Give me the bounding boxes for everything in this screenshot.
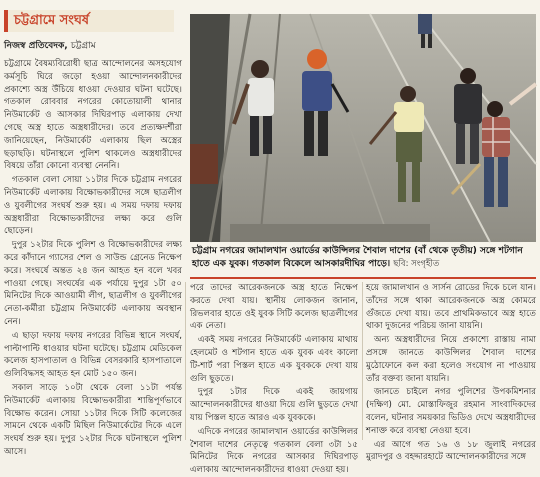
caption-main: চট্টগ্রাম নগরের জামালখান ওয়ার্ডের কাউন্সিলর শৈবাল দাশের (বাঁ থেকে তৃতীয়) সঙ্গে শটগান হাতে এক যুবক। গতকাল বিকেলে আসকারদীঘির পাড়ে। [192, 246, 523, 269]
kicker-text: চট্টগ্রামে সংঘর্ষ [14, 12, 90, 28]
paragraph: একই সময় নগরের নিউমার্কেট এলাকায় মাথায় হেলমেট ও শটগান হাতে এক যুবক এবং কালো টি-শার্ট পরা পিস্তল হাতে এক যুবককে দেখা যায় গুলি ছুড়তে। [190, 335, 358, 384]
street-scene-image [190, 14, 536, 242]
column-divider [185, 282, 186, 440]
paragraph: চট্টগ্রামে বৈষম্যবিরোধী ছাত্র আন্দোলনের অসহযোগ কর্মসূচি ঘিরে জড়ো হওয়া আন্দোলনকারীদের প্রকাশ্যে অস্ত্র উঁচিয়ে ধাওয়া দেওয়ার ঘটনা ঘটেছে। গতকাল রোববার নগরের কোতোয়ালী থানার নিউমার্কেট ও আসকার দিঘিরপাড় এলাকায় দেখা গেছে অস্ত্র হাতে অস্ত্রধারীদের। তবে প্রত্যক্ষদর্শীরা জানিয়েছেন, নিউমার্কেট এলাকায় ছিল অস্ত্রের ছড়াছড়ি। ঘটনাস্থলে পুলিশ থাকলেও অস্ত্রধারীদের বিষয়ে তাঁরা কোনো ব্যবস্থা নেননি। [4, 59, 182, 172]
article-column-left [4, 58, 182, 457]
paragraph: গতকাল বেলা সোয়া ১১টার দিকে চট্টগ্রাম নগরের নিউমার্কেট এলাকায় বিক্ষোভকারীদের সঙ্গে ছাত্রলীগ ও যুবলীগের সংঘর্ষ শুরু হয়। এ সময় দফায় দফায় অস্ত্রধারীরা বিক্ষোভকারীদের লক্ষ্য করে গুলি ছোড়েন। [4, 175, 182, 237]
paragraph: অন্য অস্ত্রধারীদের নিয়ে প্রকাশ্যে রাস্তায় নামা প্রসঙ্গে জানতে কাউন্সিলর শৈবাল দাশের মুঠোফোনে কল করা হলেও সংযোগ না পাওয়ায় তাঁর বক্তব্য জানা যায়নি। [366, 335, 536, 384]
byline-author: নিজস্ব প্রতিবেদক, [4, 41, 68, 51]
paragraph: হয়ে জামালখান ও সার্সন রোডের দিকে চলে যান। তাঁদের সঙ্গে থাকা আরেকজনকে অস্ত্র কোমরে গুঁজতে দেখা যায়। তবে প্রাথমিকভাবে অস্ত্র হাতে থাকা দুজনের পরিচয় জানা যায়নি। [366, 283, 536, 332]
paragraph: দুপুর ১টার দিকে একই জায়গায় আন্দোলনকারীদের ধাওয়া দিয়ে গুলি ছুড়তে দেখা যায় পিস্তল হাতে আরও এক যুবককে। [190, 387, 358, 423]
photo-caption [190, 243, 536, 279]
paragraph: এদিকে নগরের জামালখান ওয়ার্ডের কাউন্সিলর শৈবাল দাশের নেতৃত্বে গতকাল বেলা ৩টা ১৫ মিনিটের দিকে নগরের আসকার দিঘিরপাড় এলাকায় আন্দোলনকারীদের ধাওয়া দেওয়া হয়। [190, 426, 358, 476]
paragraph: এ ছাড়া দফায় দফায় নগরের বিভিন্ন স্থানে সংঘর্ষ, পাল্টাপাল্টি ধাওয়ার ঘটনা ঘটেছে। চট্টগ্রাম মেডিকেল কলেজ হাসপাতাল ও বিভিন্ন বেসরকারি হাসপাতালে গুলিবিদ্ধসহ আহত হন মোট ১৫০ জন। [4, 330, 182, 380]
byline [4, 38, 184, 53]
photo-credit: ছবি: সংগৃহীত [393, 259, 440, 269]
paragraph: পরে তাদের আরেকজনকে অস্ত্র হাতে নিক্ষেপ করতে দেখা যায়। স্থানীয় লোকজন জানান, রিভলবার হাতে ওই যুবক সিটি কলেজ ছাত্রলীগের এক নেতা। [190, 283, 358, 332]
article-column-middle [190, 282, 358, 476]
caption-text [192, 245, 534, 271]
column-divider [362, 282, 363, 440]
paragraph: সকাল সাড়ে ১০টা থেকে বেলা ১১টা পর্যন্ত নিউমার্কেট এলাকায় বিক্ষোভকারীরা শান্তিপূর্ণভাবে বিক্ষোভ করেন। সোয়া ১১টার দিকে সিটি কলেজের সামনে থেকে একটি মিছিল নিউমার্কেটের দিকে এলে সংঘর্ষ শুরু হয়। দুপুর ১২টার দিকে ঘটনাস্থলে পুলিশ আসে। [4, 382, 182, 457]
news-photo [190, 14, 536, 242]
section-kicker [4, 10, 174, 32]
paragraph: এর আগে গত ১৬ ও ১৮ জুলাই নগরের মুরাদপুর ও বহদ্দারহাটে আন্দোলনকারীদের সঙ্গে [366, 439, 536, 463]
byline-place: চট্টগ্রাম [70, 41, 96, 51]
paragraph: জানতে চাইলে নগর পুলিশের উপকমিশনার (দক্ষিণ) মো. মোস্তাফিজুর রহমান সাংবাদিকদের বলেন, ঘটনার সময়কার ভিডিও দেখে অস্ত্রধারীদের শনাক্ত করে ব্যবস্থা নেওয়া হবে। [366, 387, 536, 436]
article-column-right [366, 282, 536, 463]
paragraph: দুপুর ১২টার দিকে পুলিশ ও বিক্ষোভকারীদের লক্ষ্য করে কাঁদানে গ্যাসের শেল ও সাউন্ড গ্রেনেড নিক্ষেপ করে। সংঘর্ষে অন্তত ২৪ জন আহত হন বলে খবর পাওয়া গেছে। সংঘর্ষের এক পর্যায়ে দুপুর ১টা ৫০ মিনিটের দিকে আওয়ামী লীগ, ছাত্রলীগ ও যুবলীগের নেতা-কর্মীরা চট্টগ্রাম নিউমার্কেট এলাকায় অবস্থান নেন। [4, 240, 182, 327]
